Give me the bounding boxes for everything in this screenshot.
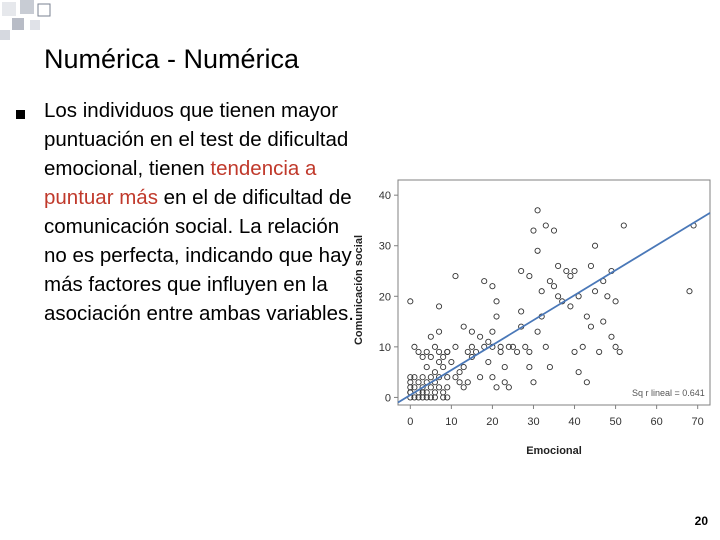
x-tick-label: 70: [691, 416, 704, 428]
bullet-text-part2: en el de dificultad de comunicación social. La relación no es perfecta, indicando que hay más factores que influyen en la asociación entre ambas variables.: [44, 186, 354, 325]
bullet-text-part1: Los individuos que tienen mayor puntuación en el test de dificultad emocional, tienen: [44, 99, 349, 180]
bullet-text-highlight: tendencia a puntuar más: [44, 157, 317, 209]
page-number: 20: [694, 514, 708, 528]
x-tick-label: 60: [650, 416, 663, 428]
y-axis-label: Comunicación social: [353, 234, 365, 346]
r-squared-annotation: Sq r lineal = 0.641: [632, 388, 705, 398]
y-tick-label: 30: [378, 240, 391, 253]
x-tick-label: 20: [486, 416, 499, 428]
slide-title: Numérica - Numérica: [44, 44, 300, 74]
x-tick-label: 40: [568, 416, 581, 428]
x-axis-label: Emocional: [526, 445, 582, 457]
x-axis-ticks: [407, 405, 704, 428]
y-axis-ticks: [379, 190, 398, 404]
y-tick-label: 0: [384, 392, 391, 405]
x-tick-label: 50: [609, 416, 622, 428]
x-tick-label: 0: [407, 416, 414, 428]
x-tick-label: 10: [445, 416, 458, 428]
bullet-text: [44, 96, 354, 328]
y-tick-label: 10: [378, 341, 391, 354]
x-tick-label: 30: [527, 416, 540, 428]
y-tick-label: 20: [378, 291, 391, 304]
bullet-square-icon: [16, 110, 25, 119]
scatter-plot: [340, 160, 715, 460]
y-tick-label: 40: [378, 190, 391, 203]
decorative-squares: [0, 0, 80, 44]
plot-frame: [398, 180, 710, 405]
